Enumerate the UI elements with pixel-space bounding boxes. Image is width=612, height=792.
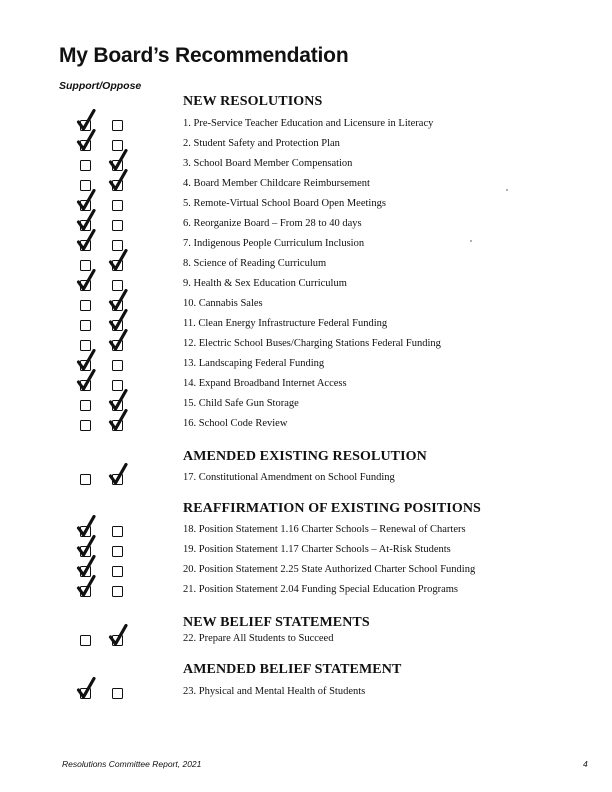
oppose-checkbox[interactable] <box>112 688 123 699</box>
resolution-item: 10. Cannabis Sales <box>183 298 263 309</box>
oppose-check-icon[interactable] <box>109 463 127 485</box>
resolution-item: 15. Child Safe Gun Storage <box>183 398 299 409</box>
oppose-check-icon[interactable] <box>109 409 127 431</box>
support-checkbox[interactable] <box>80 160 91 171</box>
support-check-icon[interactable] <box>77 349 95 371</box>
resolution-item: 22. Prepare All Students to Succeed <box>183 633 334 644</box>
oppose-check-icon[interactable] <box>109 624 127 646</box>
support-checkbox[interactable] <box>80 420 91 431</box>
resolution-item: 20. Position Statement 2.25 State Authorized Charter School Funding <box>183 564 476 575</box>
footer-report-title: Resolutions Committee Report, 2021 <box>62 759 202 769</box>
page-title: My Board’s Recommendation <box>59 44 349 67</box>
resolution-item: 1. Pre-Service Teacher Education and Licensure in Literacy <box>183 118 434 129</box>
support-check-icon[interactable] <box>77 535 95 557</box>
oppose-checkbox[interactable] <box>112 526 123 537</box>
oppose-checkbox[interactable] <box>112 566 123 577</box>
oppose-checkbox[interactable] <box>112 360 123 371</box>
support-check-icon[interactable] <box>77 515 95 537</box>
oppose-check-icon[interactable] <box>109 329 127 351</box>
scan-speck <box>470 240 472 242</box>
support-check-icon[interactable] <box>77 129 95 151</box>
oppose-checkbox[interactable] <box>112 120 123 131</box>
resolution-item: 6. Reorganize Board – From 28 to 40 days <box>183 218 362 229</box>
section-heading: REAFFIRMATION OF EXISTING POSITIONS <box>183 501 481 516</box>
oppose-check-icon[interactable] <box>109 149 127 171</box>
support-check-icon[interactable] <box>77 369 95 391</box>
oppose-check-icon[interactable] <box>109 289 127 311</box>
section-heading: NEW RESOLUTIONS <box>183 94 323 109</box>
scan-speck <box>506 189 508 191</box>
oppose-check-icon[interactable] <box>109 169 127 191</box>
resolution-item: 3. School Board Member Compensation <box>183 158 353 169</box>
oppose-check-icon[interactable] <box>109 309 127 331</box>
resolution-item: 18. Position Statement 1.16 Charter Schools – Renewal of Charters <box>183 524 466 535</box>
support-check-icon[interactable] <box>77 269 95 291</box>
resolution-item: 9. Health & Sex Education Curriculum <box>183 278 347 289</box>
resolution-item: 16. School Code Review <box>183 418 288 429</box>
support-check-icon[interactable] <box>77 575 95 597</box>
support-checkbox[interactable] <box>80 300 91 311</box>
section-heading: AMENDED BELIEF STATEMENT <box>183 662 402 677</box>
support-check-icon[interactable] <box>77 555 95 577</box>
resolution-item: 19. Position Statement 1.17 Charter Schools – At-Risk Students <box>183 544 451 555</box>
resolution-item: 12. Electric School Buses/Charging Stations Federal Funding <box>183 338 441 349</box>
resolution-item: 17. Constitutional Amendment on School Funding <box>183 472 395 483</box>
support-check-icon[interactable] <box>77 229 95 251</box>
resolution-item: 5. Remote-Virtual School Board Open Meetings <box>183 198 386 209</box>
resolution-item: 11. Clean Energy Infrastructure Federal Funding <box>183 318 388 329</box>
support-check-icon[interactable] <box>77 677 95 699</box>
resolution-item: 4. Board Member Childcare Reimbursement <box>183 178 370 189</box>
page-number: 4 <box>583 759 588 769</box>
support-checkbox[interactable] <box>80 635 91 646</box>
support-check-icon[interactable] <box>77 209 95 231</box>
resolution-item: 14. Expand Broadband Internet Access <box>183 378 347 389</box>
support-check-icon[interactable] <box>77 109 95 131</box>
section-heading: NEW BELIEF STATEMENTS <box>183 615 370 630</box>
resolution-item: 13. Landscaping Federal Funding <box>183 358 325 369</box>
resolution-item: 8. Science of Reading Curriculum <box>183 258 327 269</box>
support-checkbox[interactable] <box>80 400 91 411</box>
oppose-checkbox[interactable] <box>112 586 123 597</box>
oppose-check-icon[interactable] <box>109 389 127 411</box>
support-checkbox[interactable] <box>80 474 91 485</box>
oppose-checkbox[interactable] <box>112 546 123 557</box>
resolution-item: 21. Position Statement 2.04 Funding Special Education Programs <box>183 584 459 595</box>
resolution-item: 2. Student Safety and Protection Plan <box>183 138 340 149</box>
support-checkbox[interactable] <box>80 320 91 331</box>
oppose-checkbox[interactable] <box>112 220 123 231</box>
support-check-icon[interactable] <box>77 189 95 211</box>
section-heading: AMENDED EXISTING RESOLUTION <box>183 449 427 464</box>
resolution-item: 7. Indigenous People Curriculum Inclusion <box>183 238 365 249</box>
resolution-item: 23. Physical and Mental Health of Students <box>183 686 366 697</box>
oppose-check-icon[interactable] <box>109 249 127 271</box>
support-oppose-label: Support/Oppose <box>59 80 142 92</box>
oppose-checkbox[interactable] <box>112 200 123 211</box>
